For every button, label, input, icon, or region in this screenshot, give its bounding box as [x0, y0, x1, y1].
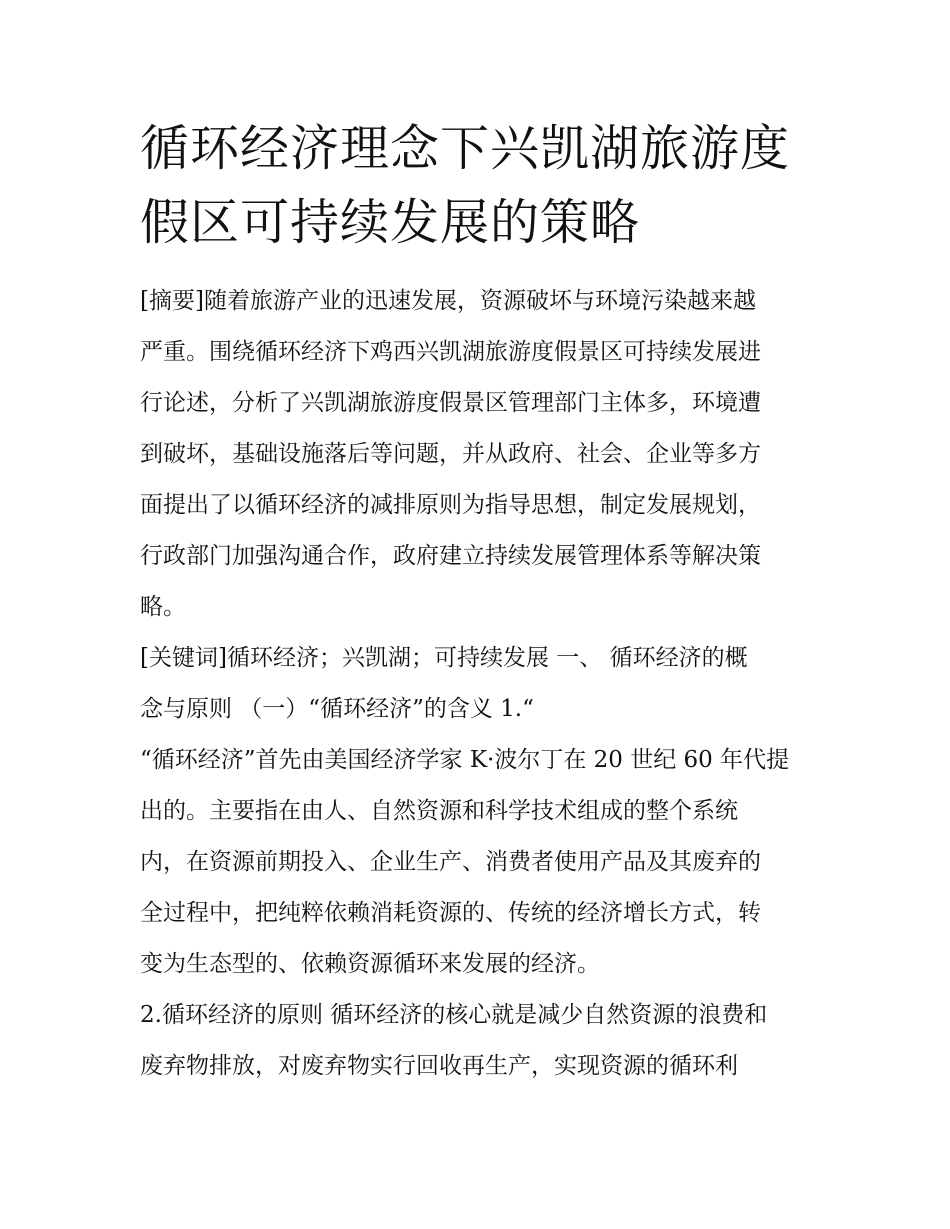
keywords-line: 念与原则 （一）“循环经济”的含义 1.“	[140, 696, 534, 722]
meaning-line: “循环经济”首先由美国经济学家 K·波尔丁在 20 世纪 60 年代提	[140, 747, 790, 773]
keywords-line: [关键词]循环经济；兴凯湖；可持续发展 一、 循环经济的概	[140, 645, 748, 671]
abstract-line: 面提出了以循环经济的减排原则为指导思想，制定发展规划，	[140, 492, 761, 518]
abstract-line: 略。	[140, 594, 186, 620]
abstract-line: [摘要]随着旅游产业的迅速发展，资源破坏与环境污染越来越	[140, 288, 756, 314]
principle-line: 2.循环经济的原则 循环经济的核心就是减少自然资源的浪费和	[140, 1002, 768, 1028]
abstract-paragraph	[140, 276, 820, 633]
meaning-paragraph	[140, 735, 820, 990]
abstract-line: 行论述，分析了兴凯湖旅游度假景区管理部门主体多，环境遭	[140, 390, 761, 416]
title-line: 循环经济理念下兴凯湖旅游度	[140, 120, 791, 177]
meaning-line: 全过程中，把纯粹依赖消耗资源的、传统的经济增长方式，转	[140, 900, 761, 926]
meaning-line: 内，在资源前期投入、企业生产、消费者使用产品及其废弃的	[140, 849, 761, 875]
keywords-paragraph	[140, 633, 820, 735]
principle-paragraph	[140, 990, 820, 1092]
principle-line: 废弃物排放，对废弃物实行回收再生产，实现资源的循环利	[140, 1053, 738, 1079]
abstract-line: 严重。围绕循环经济下鸡西兴凯湖旅游度假景区可持续发展进	[140, 339, 761, 365]
abstract-line: 行政部门加强沟通合作，政府建立持续发展管理体系等解决策	[140, 543, 761, 569]
abstract-line: 到破坏，基础设施落后等问题，并从政府、社会、企业等多方	[140, 441, 761, 467]
meaning-line: 变为生态型的、依赖资源循环来发展的经济。	[140, 951, 600, 977]
document-title	[140, 112, 820, 260]
title-line: 假区可持续发展的策略	[140, 194, 641, 251]
meaning-line: 出的。主要指在由人、自然资源和科学技术组成的整个系统	[140, 798, 738, 824]
